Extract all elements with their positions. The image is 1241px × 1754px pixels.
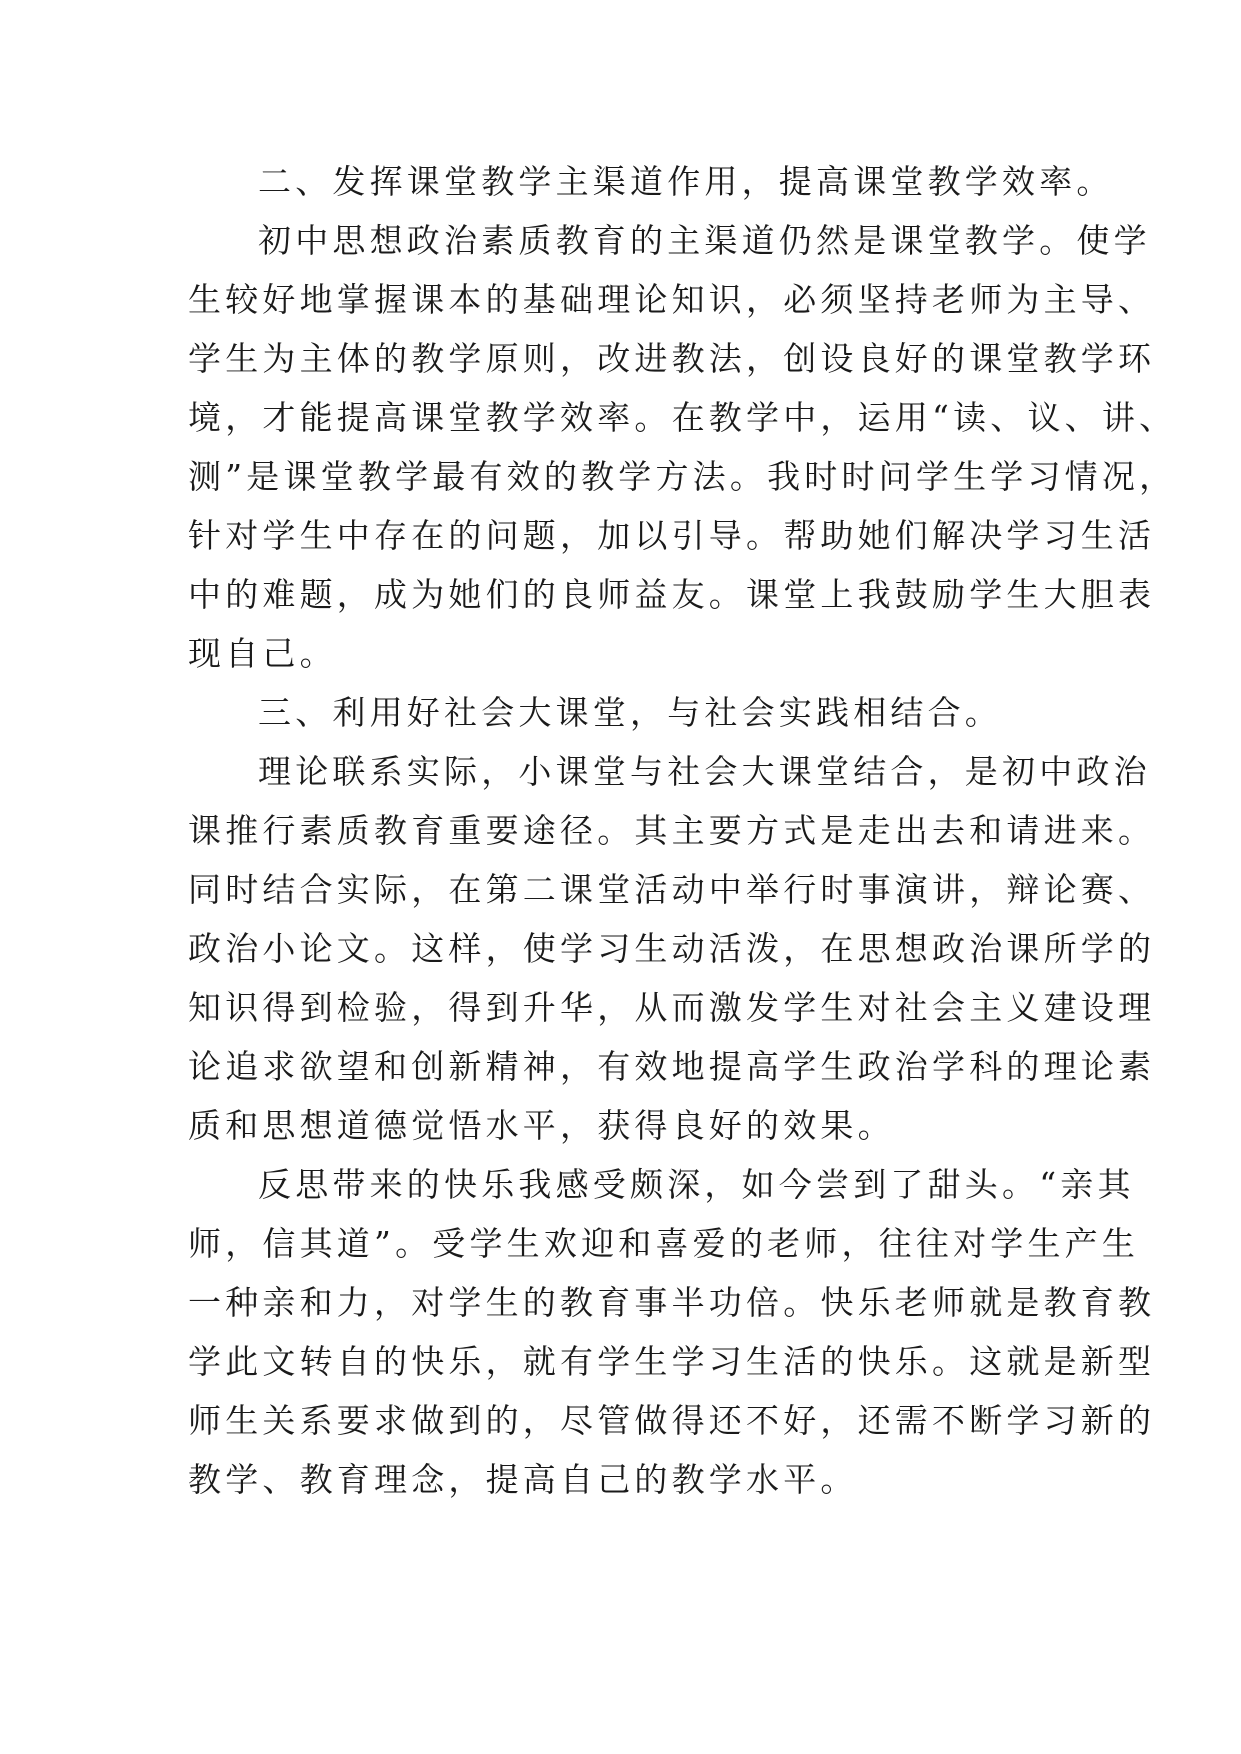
paragraph-line: 一种亲和力，对学生的教育事半功倍。快乐老师就是教育教 [188, 1283, 1156, 1322]
paragraph-line: 理论联系实际，小课堂与社会大课堂结合，是初中政治 [258, 752, 1151, 791]
paragraph-line: 课推行素质教育重要途径。其主要方式是走出去和请进来。 [188, 811, 1156, 850]
paragraph-line: 境，才能提高课堂教学效率。在教学中，运用“读、议、讲、 [188, 398, 1177, 437]
paragraph-line: 师，信其道”。受学生欢迎和喜爱的老师，往往对学生产生 [188, 1224, 1140, 1263]
section-heading-2: 二、发挥课堂教学主渠道作用，提高课堂教学效率。 [258, 162, 1114, 201]
paragraph-line: 论追求欲望和创新精神，有效地提高学生政治学科的理论素 [188, 1047, 1156, 1086]
paragraph-line: 生较好地掌握课本的基础理论知识，必须坚持老师为主导、 [188, 280, 1156, 319]
paragraph-line: 教学、教育理念，提高自己的教学水平。 [188, 1460, 858, 1499]
paragraph-line: 现自己。 [188, 634, 337, 673]
paragraph-line: 反思带来的快乐我感受颇深，如今尝到了甜头。“亲其 [258, 1165, 1135, 1204]
section-heading-3: 三、利用好社会大课堂，与社会实践相结合。 [258, 693, 1002, 732]
paragraph-line: 中的难题，成为她们的良师益友。课堂上我鼓励学生大胆表 [188, 575, 1156, 614]
paragraph-line: 学生为主体的教学原则，改进教法，创设良好的课堂教学环 [188, 339, 1156, 378]
paragraph-line: 测”是课堂教学最有效的教学方法。我时时问学生学习情况， [188, 457, 1177, 496]
paragraph-line: 政治小论文。这样，使学习生动活泼，在思想政治课所学的 [188, 929, 1156, 968]
paragraph-line: 同时结合实际，在第二课堂活动中举行时事演讲，辩论赛、 [188, 870, 1156, 909]
paragraph-line: 针对学生中存在的问题，加以引导。帮助她们解决学习生活 [188, 516, 1156, 555]
paragraph-line: 知识得到检验，得到升华，从而激发学生对社会主义建设理 [188, 988, 1156, 1027]
paragraph-line: 学此文转自的快乐，就有学生学习生活的快乐。这就是新型 [188, 1342, 1156, 1381]
paragraph-line: 质和思想道德觉悟水平，获得良好的效果。 [188, 1106, 895, 1145]
paragraph-line: 初中思想政治素质教育的主渠道仍然是课堂教学。使学 [258, 221, 1151, 260]
paragraph-line: 师生关系要求做到的，尽管做得还不好，还需不断学习新的 [188, 1401, 1156, 1440]
document-body [188, 152, 1177, 1509]
